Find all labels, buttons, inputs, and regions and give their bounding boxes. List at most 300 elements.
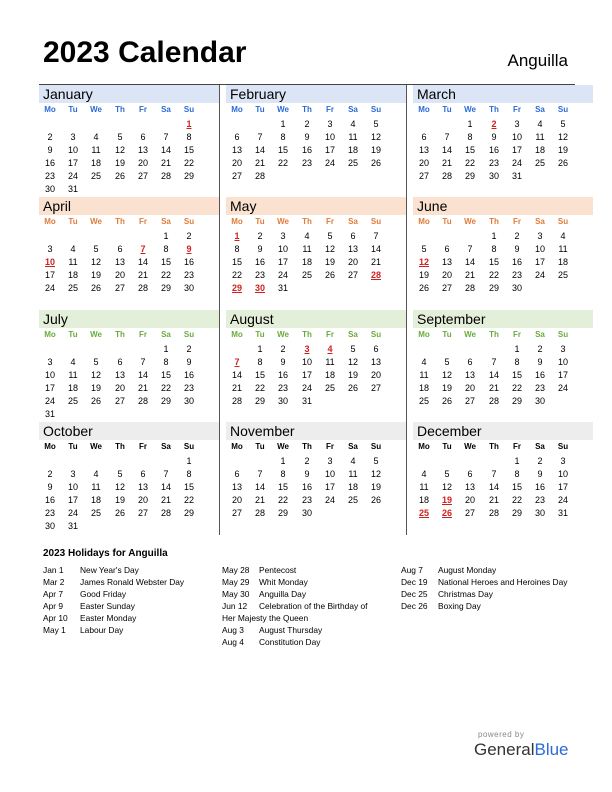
day-cell: 24 — [44, 396, 55, 406]
day-cell: 17 — [557, 482, 568, 492]
weekday-label: Sa — [161, 105, 171, 114]
holiday-date: Apr 10 — [43, 613, 68, 623]
day-cell: 3 — [47, 357, 53, 367]
day-cell: 4 — [421, 357, 427, 367]
day-cell: 27 — [114, 396, 125, 406]
day-cell: 16 — [44, 158, 55, 168]
day-cell: 24 — [67, 171, 78, 181]
day-cell: 7 — [373, 231, 379, 241]
holiday-date: Mar 2 — [43, 577, 65, 587]
day-cell: 30 — [511, 283, 522, 293]
day-cell: 24 — [44, 283, 55, 293]
weekday-label: Th — [489, 442, 499, 451]
day-cell: 31 — [511, 171, 522, 181]
day-cell: 20 — [464, 495, 475, 505]
day-cell: 27 — [370, 383, 381, 393]
day-cell: 29 — [183, 508, 194, 518]
day-cell: 20 — [347, 257, 358, 267]
day-cell: 11 — [558, 244, 568, 254]
day-cell: 30 — [534, 508, 545, 518]
day-cell: 27 — [441, 283, 452, 293]
weekday-label: Sa — [535, 330, 545, 339]
day-cell: 10 — [277, 244, 288, 254]
day-cell: 23 — [511, 270, 522, 280]
day-cell: 25 — [347, 158, 358, 168]
day-cell: 17 — [324, 145, 335, 155]
month-name: December — [413, 422, 593, 440]
day-cell: 11 — [419, 482, 429, 492]
day-cell: 30 — [44, 184, 55, 194]
weekday-label: Fr — [513, 442, 521, 451]
day-cell: 8 — [257, 357, 263, 367]
day-cell: 8 — [514, 357, 520, 367]
day-cell: 9 — [280, 357, 286, 367]
weekday-label: Th — [489, 330, 499, 339]
weekday-label: Su — [183, 330, 195, 339]
day-cell: 2 — [304, 456, 310, 466]
day-cell: 6 — [350, 231, 356, 241]
day-cell: 27 — [231, 171, 242, 181]
day-cell: 26 — [90, 396, 101, 406]
holiday-day-cell: 7 — [140, 244, 146, 254]
weekday-label: Sa — [161, 330, 171, 339]
day-cell: 12 — [324, 244, 335, 254]
weekday-label: Su — [557, 330, 569, 339]
day-cell: 6 — [234, 469, 240, 479]
day-cell: 24 — [277, 270, 288, 280]
day-cell: 10 — [301, 357, 312, 367]
day-cell: 30 — [301, 508, 312, 518]
day-cell: 11 — [419, 370, 429, 380]
day-cell: 5 — [373, 119, 379, 129]
day-cell: 11 — [91, 482, 101, 492]
day-cell: 14 — [488, 370, 499, 380]
day-cell: 22 — [183, 158, 194, 168]
day-cell: 16 — [534, 482, 545, 492]
day-cell: 21 — [488, 383, 499, 393]
day-cell: 1 — [514, 456, 520, 466]
day-cell: 6 — [444, 244, 450, 254]
day-cell: 4 — [70, 357, 76, 367]
day-cell: 20 — [137, 158, 148, 168]
weekday-label: Tu — [442, 442, 452, 451]
day-cell: 15 — [183, 145, 194, 155]
day-cell: 6 — [140, 132, 146, 142]
day-cell: 7 — [467, 244, 473, 254]
day-cell: 6 — [421, 132, 427, 142]
day-cell: 1 — [467, 119, 473, 129]
holiday-name: Celebration of the Birthday of Her Majesty the Queen — [222, 601, 368, 623]
day-cell: 30 — [183, 283, 194, 293]
day-cell: 17 — [534, 257, 545, 267]
day-cell: 5 — [93, 244, 99, 254]
holiday-item — [222, 576, 382, 588]
day-cell: 20 — [114, 383, 125, 393]
day-cell: 2 — [186, 231, 192, 241]
day-cell: 5 — [327, 231, 333, 241]
day-cell: 4 — [304, 231, 310, 241]
day-cell: 14 — [160, 145, 171, 155]
day-cell: 6 — [117, 357, 123, 367]
holiday-name: Anguilla Day — [259, 589, 307, 599]
day-cell: 27 — [418, 171, 429, 181]
day-cell: 1 — [163, 231, 169, 241]
brand-logo[interactable] — [474, 740, 569, 760]
day-cell: 18 — [90, 495, 101, 505]
brand-blue: Blue — [534, 740, 569, 759]
day-cell: 8 — [467, 132, 473, 142]
day-cell: 8 — [234, 244, 240, 254]
day-cell: 15 — [511, 370, 522, 380]
day-cell: 8 — [491, 244, 497, 254]
day-cell: 25 — [347, 495, 358, 505]
weekday-label: Sa — [348, 105, 358, 114]
weekday-label: We — [464, 217, 476, 226]
holiday-date: Jan 1 — [43, 565, 64, 575]
weekday-label: Th — [302, 330, 312, 339]
day-cell: 26 — [347, 383, 358, 393]
weekday-label: Mo — [418, 217, 430, 226]
day-cell: 3 — [514, 119, 520, 129]
day-cell: 26 — [557, 158, 568, 168]
day-cell: 4 — [560, 231, 566, 241]
day-cell: 25 — [557, 270, 568, 280]
month-february — [226, 85, 406, 197]
holiday-item — [43, 564, 213, 576]
day-cell: 23 — [44, 508, 55, 518]
day-cell: 13 — [137, 145, 148, 155]
day-cell: 1 — [280, 456, 286, 466]
day-cell: 13 — [418, 145, 429, 155]
day-cell: 5 — [560, 119, 566, 129]
day-cell: 26 — [90, 283, 101, 293]
day-cell: 10 — [67, 145, 78, 155]
month-june — [413, 197, 593, 309]
day-cell: 26 — [370, 158, 381, 168]
day-cell: 11 — [535, 132, 545, 142]
day-cell: 18 — [347, 482, 358, 492]
day-cell: 28 — [488, 508, 499, 518]
day-cell: 19 — [418, 270, 429, 280]
day-cell: 1 — [186, 456, 192, 466]
weekday-label: Su — [557, 217, 569, 226]
holiday-item — [222, 636, 382, 648]
day-cell: 30 — [44, 521, 55, 531]
day-cell: 11 — [348, 132, 358, 142]
powered-by-text: powered by — [478, 730, 525, 739]
weekday-label: Th — [302, 442, 312, 451]
weekday-label: Tu — [255, 442, 265, 451]
day-cell: 29 — [160, 396, 171, 406]
day-cell: 10 — [67, 482, 78, 492]
weekday-label: Su — [183, 442, 195, 451]
holiday-name: Whit Monday — [259, 577, 308, 587]
day-cell: 24 — [324, 158, 335, 168]
day-cell: 6 — [467, 469, 473, 479]
month-october — [39, 422, 219, 534]
day-cell: 12 — [114, 482, 125, 492]
month-november — [226, 422, 406, 534]
day-cell: 20 — [114, 270, 125, 280]
day-cell: 12 — [557, 132, 568, 142]
weekday-label: Su — [370, 105, 382, 114]
day-cell: 3 — [537, 231, 543, 241]
weekday-label: We — [464, 105, 476, 114]
day-cell: 5 — [373, 456, 379, 466]
holiday-item — [222, 600, 382, 624]
day-cell: 24 — [301, 383, 312, 393]
day-cell: 18 — [301, 257, 312, 267]
holiday-day-cell: 25 — [418, 508, 429, 518]
day-cell: 31 — [44, 409, 55, 419]
day-cell: 28 — [137, 283, 148, 293]
day-cell: 14 — [160, 482, 171, 492]
month-name: May — [226, 197, 406, 215]
day-cell: 27 — [114, 283, 125, 293]
holiday-column — [401, 564, 576, 612]
day-cell: 28 — [137, 396, 148, 406]
day-cell: 6 — [467, 357, 473, 367]
day-cell: 8 — [514, 469, 520, 479]
day-cell: 22 — [231, 270, 242, 280]
day-cell: 11 — [325, 357, 335, 367]
day-cell: 15 — [183, 482, 194, 492]
day-cell: 21 — [160, 495, 171, 505]
holiday-date: Aug 3 — [222, 625, 244, 635]
weekday-label: Fr — [139, 105, 147, 114]
month-name: June — [413, 197, 593, 215]
day-cell: 4 — [70, 244, 76, 254]
day-cell: 9 — [47, 482, 53, 492]
weekday-label: Sa — [535, 442, 545, 451]
day-cell: 18 — [347, 145, 358, 155]
day-cell: 14 — [370, 244, 381, 254]
weekday-label: Su — [370, 217, 382, 226]
day-cell: 16 — [254, 257, 265, 267]
holiday-date: May 30 — [222, 589, 250, 599]
day-cell: 9 — [186, 357, 192, 367]
day-cell: 16 — [277, 370, 288, 380]
weekday-label: Mo — [418, 105, 430, 114]
day-cell: 29 — [488, 283, 499, 293]
holiday-item — [43, 624, 213, 636]
day-cell: 22 — [160, 383, 171, 393]
day-cell: 29 — [160, 283, 171, 293]
holiday-name: Good Friday — [80, 589, 127, 599]
day-cell: 24 — [67, 508, 78, 518]
day-cell: 11 — [302, 244, 312, 254]
holiday-date: May 28 — [222, 565, 250, 575]
day-cell: 5 — [350, 344, 356, 354]
day-cell: 12 — [441, 482, 452, 492]
day-cell: 16 — [511, 257, 522, 267]
day-cell: 9 — [257, 244, 263, 254]
day-cell: 6 — [117, 244, 123, 254]
day-cell: 24 — [511, 158, 522, 168]
day-cell: 3 — [327, 456, 333, 466]
holiday-item — [43, 576, 213, 588]
weekday-label: Su — [557, 105, 569, 114]
day-cell: 7 — [257, 132, 263, 142]
holiday-day-cell: 10 — [44, 257, 55, 267]
day-cell: 28 — [254, 508, 265, 518]
day-cell: 1 — [514, 344, 520, 354]
weekday-label: Sa — [535, 217, 545, 226]
weekday-label: Mo — [418, 442, 430, 451]
month-name: September — [413, 310, 593, 328]
day-cell: 7 — [444, 132, 450, 142]
day-cell: 17 — [324, 482, 335, 492]
day-cell: 29 — [511, 396, 522, 406]
day-cell: 24 — [557, 495, 568, 505]
weekday-label: Fr — [326, 442, 334, 451]
weekday-label: Fr — [326, 105, 334, 114]
day-cell: 19 — [370, 145, 381, 155]
day-cell: 19 — [370, 482, 381, 492]
day-cell: 30 — [277, 396, 288, 406]
weekday-label: Su — [183, 105, 195, 114]
day-cell: 5 — [117, 469, 123, 479]
day-cell: 22 — [511, 383, 522, 393]
day-cell: 16 — [301, 482, 312, 492]
day-cell: 21 — [464, 270, 475, 280]
day-cell: 28 — [160, 508, 171, 518]
day-cell: 13 — [231, 482, 242, 492]
weekday-label: We — [277, 105, 289, 114]
weekday-label: Sa — [161, 442, 171, 451]
day-cell: 2 — [514, 231, 520, 241]
holiday-day-cell: 3 — [304, 344, 310, 354]
day-cell: 4 — [93, 132, 99, 142]
holiday-item — [43, 612, 213, 624]
day-cell: 10 — [557, 357, 568, 367]
day-cell: 14 — [254, 145, 265, 155]
day-cell: 3 — [70, 469, 76, 479]
weekday-label: Sa — [348, 330, 358, 339]
day-cell: 31 — [67, 521, 78, 531]
day-cell: 6 — [373, 344, 379, 354]
month-january — [39, 85, 219, 197]
day-cell: 3 — [280, 231, 286, 241]
weekday-label: We — [90, 330, 102, 339]
holiday-day-cell: 4 — [327, 344, 333, 354]
page-title: 2023 Calendar — [43, 36, 247, 69]
day-cell: 18 — [324, 370, 335, 380]
day-cell: 9 — [304, 469, 310, 479]
day-cell: 19 — [441, 383, 452, 393]
day-cell: 29 — [511, 508, 522, 518]
day-cell: 26 — [324, 270, 335, 280]
holiday-day-cell: 19 — [441, 495, 452, 505]
day-cell: 23 — [183, 270, 194, 280]
day-cell: 16 — [183, 370, 194, 380]
day-cell: 20 — [231, 158, 242, 168]
day-cell: 14 — [137, 370, 148, 380]
day-cell: 15 — [277, 482, 288, 492]
day-cell: 27 — [137, 508, 148, 518]
day-cell: 20 — [231, 495, 242, 505]
day-cell: 8 — [186, 469, 192, 479]
day-cell: 8 — [163, 357, 169, 367]
weekday-label: We — [277, 217, 289, 226]
holiday-day-cell: 9 — [186, 244, 192, 254]
day-cell: 2 — [304, 119, 310, 129]
day-cell: 12 — [114, 145, 125, 155]
day-cell: 8 — [163, 244, 169, 254]
day-cell: 18 — [67, 270, 78, 280]
day-cell: 6 — [140, 469, 146, 479]
day-cell: 24 — [324, 495, 335, 505]
day-cell: 18 — [534, 145, 545, 155]
holiday-name: August Thursday — [259, 625, 323, 635]
day-cell: 1 — [163, 344, 169, 354]
day-cell: 12 — [370, 132, 381, 142]
day-cell: 29 — [464, 171, 475, 181]
day-cell: 10 — [511, 132, 522, 142]
day-cell: 20 — [441, 270, 452, 280]
holiday-day-cell: 12 — [418, 257, 429, 267]
day-cell: 5 — [421, 244, 427, 254]
day-cell: 21 — [254, 495, 265, 505]
holiday-date: Dec 19 — [401, 577, 428, 587]
month-name: January — [39, 85, 219, 103]
day-cell: 26 — [114, 171, 125, 181]
column-separator — [406, 85, 407, 535]
day-cell: 12 — [347, 357, 358, 367]
day-cell: 29 — [277, 508, 288, 518]
day-cell: 31 — [557, 508, 568, 518]
day-cell: 2 — [537, 456, 543, 466]
weekday-label: Sa — [535, 105, 545, 114]
holiday-item — [401, 564, 576, 576]
day-cell: 16 — [183, 257, 194, 267]
weekday-label: Mo — [231, 442, 243, 451]
day-cell: 28 — [441, 171, 452, 181]
day-cell: 22 — [277, 158, 288, 168]
day-cell: 19 — [347, 370, 358, 380]
month-august — [226, 310, 406, 422]
day-cell: 4 — [421, 469, 427, 479]
day-cell: 11 — [68, 257, 78, 267]
day-cell: 25 — [67, 396, 78, 406]
day-cell: 23 — [488, 158, 499, 168]
holiday-name: National Heroes and Heroines Day — [438, 577, 568, 587]
day-cell: 27 — [347, 270, 358, 280]
holiday-item — [222, 624, 382, 636]
day-cell: 15 — [160, 257, 171, 267]
day-cell: 18 — [418, 383, 429, 393]
holiday-column — [222, 564, 382, 648]
day-cell: 14 — [231, 370, 242, 380]
month-name: April — [39, 197, 219, 215]
holiday-name: Pentecost — [259, 565, 297, 575]
day-cell: 25 — [90, 171, 101, 181]
weekday-label: We — [277, 442, 289, 451]
weekday-label: Tu — [68, 442, 78, 451]
day-cell: 21 — [231, 383, 242, 393]
day-cell: 2 — [280, 344, 286, 354]
day-cell: 11 — [68, 370, 78, 380]
day-cell: 1 — [280, 119, 286, 129]
column-separator — [219, 85, 220, 535]
weekday-label: Tu — [255, 217, 265, 226]
weekday-label: Th — [115, 442, 125, 451]
day-cell: 22 — [277, 495, 288, 505]
day-cell: 14 — [254, 482, 265, 492]
day-cell: 23 — [277, 383, 288, 393]
holiday-day-cell: 30 — [254, 283, 265, 293]
day-cell: 12 — [370, 469, 381, 479]
